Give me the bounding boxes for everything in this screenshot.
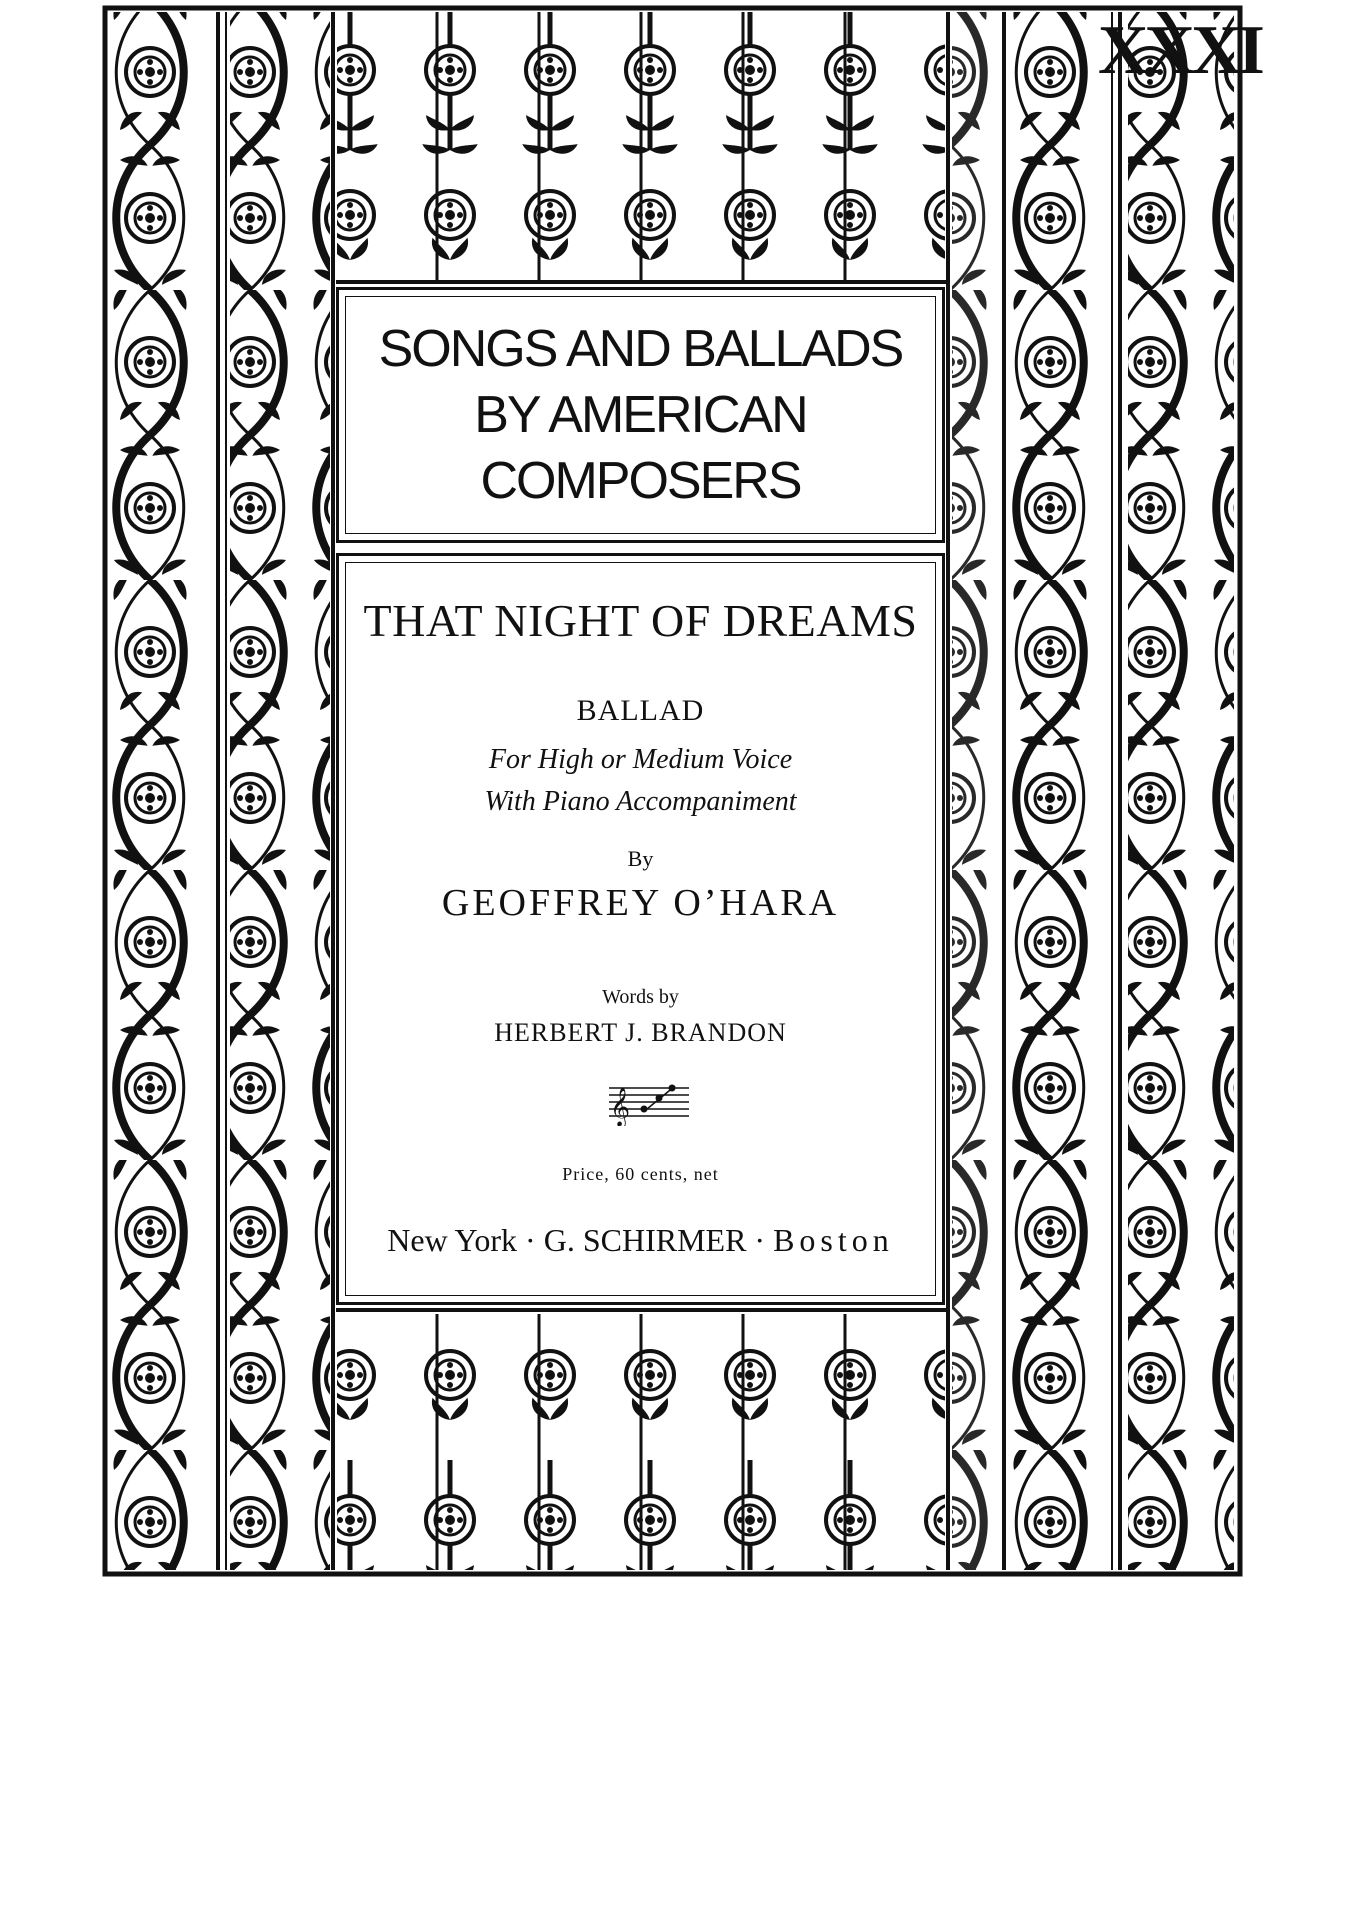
- by-label: By: [627, 846, 654, 871]
- price: Price, 60 cents, net: [562, 1164, 719, 1184]
- series-title-line-1: SONGS AND BALLADS: [378, 320, 903, 378]
- lyricist-name: HERBERT J. BRANDON: [494, 1018, 787, 1047]
- song-title: THAT NIGHT OF DREAMS: [363, 595, 918, 646]
- series-title-box: [336, 287, 945, 543]
- publisher-separator: ·: [525, 1222, 536, 1258]
- song-info-inner-rule: [345, 562, 936, 1296]
- song-info-box: [336, 553, 945, 1305]
- series-title-line-3: COMPOSERS: [480, 452, 801, 510]
- series-title-line-2: BY AMERICAN: [474, 386, 807, 444]
- publisher-city-boston: Boston: [773, 1222, 894, 1258]
- words-by-label: Words by: [602, 986, 679, 1008]
- publisher-city-new-york: New York: [387, 1222, 518, 1258]
- publisher-line: [339, 1222, 942, 1259]
- plate-number: XXXI: [1098, 12, 1261, 89]
- song-genre: BALLAD: [576, 694, 705, 727]
- publisher-name: G. SCHIRMER: [543, 1222, 747, 1258]
- voice-type: For High or Medium Voice: [488, 744, 793, 775]
- accompaniment: With Piano Accompaniment: [484, 786, 797, 817]
- svg-text:𝄞: 𝄞: [610, 1087, 631, 1126]
- publisher-separator: ·: [754, 1222, 766, 1258]
- composer-name: GEOFFREY O’HARA: [441, 882, 840, 924]
- music-staff-icon: [604, 1076, 694, 1126]
